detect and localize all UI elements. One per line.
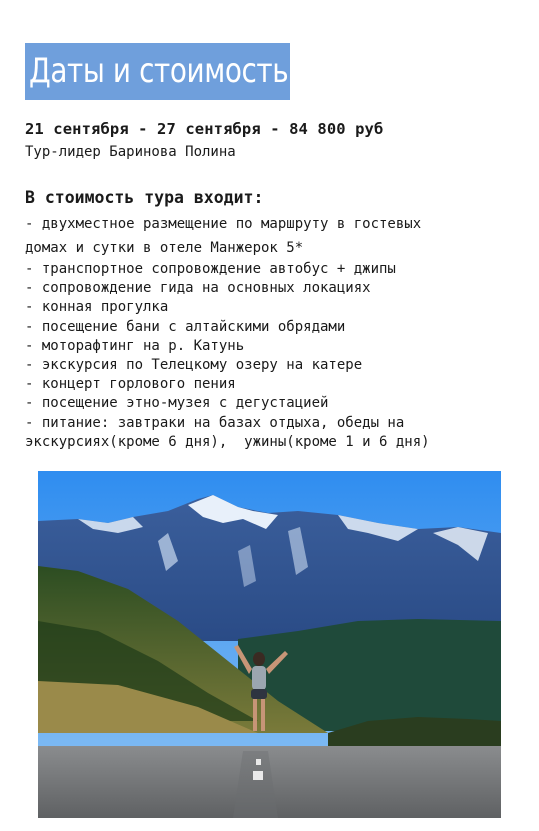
list-item: - питание: завтраки на базах отдыха, обеды на — [25, 414, 405, 431]
list-item: - конная прогулка — [25, 299, 169, 316]
list-item: - двухместное размещение по маршруту в гостевых — [25, 216, 422, 232]
list-item: - экскурсия по Телецкому озеру на катере — [25, 357, 363, 374]
list-item: домах и сутки в отеле Манжерок 5* — [25, 240, 304, 256]
mountain-road-photo — [38, 471, 501, 818]
includes-list — [25, 212, 530, 452]
list-item: - посещение этно-музея с дегустацией — [25, 395, 329, 412]
page-title: Даты и стоимость: — [29, 51, 298, 91]
list-item: - транспортное сопровождение автобус + джипы — [25, 261, 396, 277]
tour-dates-price: 21 сентября - 27 сентября - 84 800 руб — [25, 120, 384, 138]
tour-leader: Тур-лидер Баринова Полина — [25, 144, 236, 160]
list-item: - моторафтинг на р. Катунь — [25, 337, 245, 354]
list-item: - посещение бани с алтайскими обрядами — [25, 318, 346, 335]
list-item: экскурсиях(кроме 6 дня), ужины(кроме 1 и 6 дня) — [25, 433, 430, 450]
includes-heading: В стоимость тура входит: — [25, 188, 264, 207]
list-item: - концерт горлового пения — [25, 376, 236, 393]
title-banner — [25, 43, 298, 100]
list-item: - сопровождение гида на основных локациях — [25, 280, 371, 297]
